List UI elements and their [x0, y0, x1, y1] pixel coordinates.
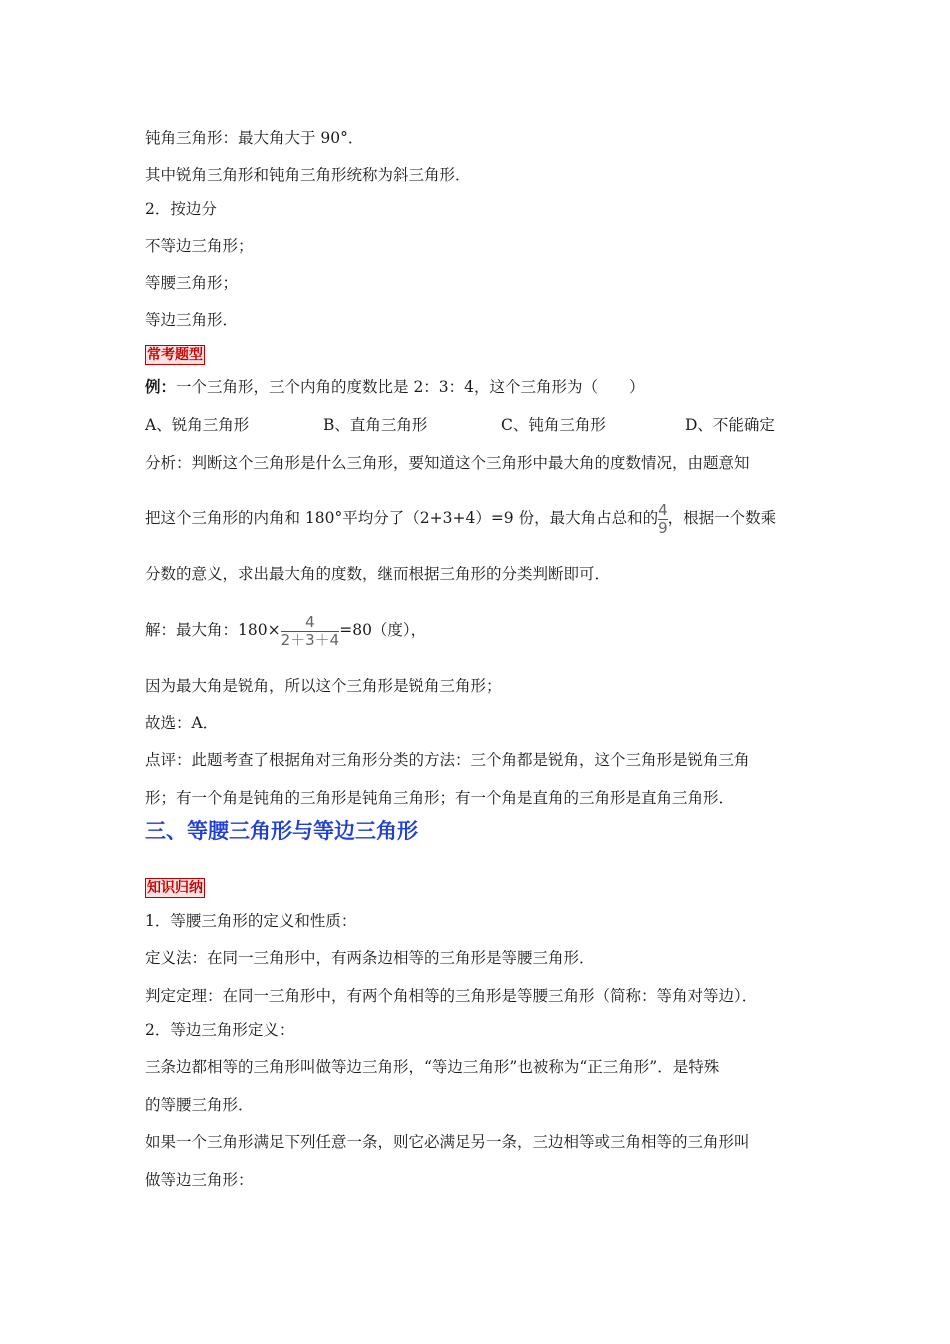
section-tag-common-questions: 常考题型 [147, 347, 203, 363]
analysis-line: 分数的意义，求出最大角的度数，继而根据三角形的分类判断即可． [145, 565, 611, 583]
analysis-line-with-fraction [145, 498, 776, 538]
example-label: 例： [145, 377, 177, 396]
fraction-numerator: 4 [305, 612, 315, 631]
fraction-denominator: 9 [658, 518, 668, 537]
fraction-denominator: 2＋3＋4 [280, 630, 340, 649]
text-line: 2．按边分 [145, 200, 217, 218]
option-b: B、直角三角形 [323, 416, 428, 434]
analysis-line: 分析：判断这个三角形是什么三角形，要知道这个三角形中最大角的度数情况，由题意知 [145, 454, 750, 472]
knowledge-line: 2．等边三角形定义： [145, 1021, 295, 1039]
section-tag-knowledge-summary: 知识归纳 [147, 880, 203, 896]
text-line: 等边三角形． [145, 311, 239, 329]
section-heading: 三、等腰三角形与等边三角形 [145, 819, 418, 843]
solution-text: 解：最大角：180× [145, 621, 281, 639]
option-d: D、不能确定 [685, 416, 775, 434]
fraction-numerator: 4 [658, 500, 668, 519]
solution-line [145, 608, 426, 652]
fraction-four-over-sum [281, 614, 340, 649]
knowledge-line: 的等腰三角形． [145, 1096, 254, 1114]
option-c: C、钝角三角形 [501, 416, 606, 434]
solution-text: =80（度）， [339, 621, 427, 639]
analysis-text: ，根据一个数乘 [667, 509, 777, 527]
text-line: 钝角三角形：最大角大于 90°． [145, 129, 364, 147]
answer-options [145, 415, 805, 435]
comment-line: 点评：此题考查了根据角对三角形分类的方法：三个角都是锐角，这个三角形是锐角三角 [145, 751, 750, 769]
example-text: 一个三角形，三个内角的度数比是 2：3：4，这个三角形为（ ） [176, 378, 645, 396]
option-a: A、锐角三角形 [145, 416, 250, 434]
fraction-four-ninths [658, 502, 668, 537]
text-line: 其中锐角三角形和钝角三角形统称为斜三角形． [145, 166, 471, 184]
knowledge-line: 三条边都相等的三角形叫做等边三角形，“等边三角形”也被称为“正三角形”．是特殊 [145, 1058, 720, 1076]
knowledge-line: 判定定理：在同一三角形中，有两个角相等的三角形是等腰三角形（简称：等角对等边）． [145, 987, 758, 1005]
solution-line: 故选：A． [145, 714, 219, 732]
knowledge-line: 做等边三角形： [145, 1171, 254, 1189]
text-line: 等腰三角形； [145, 274, 239, 292]
comment-line: 形；有一个角是钝角的三角形是钝角三角形；有一个角是直角的三角形是直角三角形． [145, 789, 735, 807]
analysis-text: 把这个三角形的内角和 180°平均分了（2+3+4）=9 份，最大角占总和的 [145, 509, 659, 527]
knowledge-line: 如果一个三角形满足下列任意一条，则它必满足另一条，三边相等或三角相等的三角形叫 [145, 1133, 750, 1151]
solution-line: 因为最大角是锐角，所以这个三角形是锐角三角形； [145, 677, 502, 695]
knowledge-line: 1．等腰三角形的定义和性质： [145, 912, 357, 930]
knowledge-line: 定义法：在同一三角形中，有两条边相等的三角形是等腰三角形． [145, 949, 595, 967]
text-line: 不等边三角形； [145, 237, 254, 255]
example-question [145, 377, 645, 397]
